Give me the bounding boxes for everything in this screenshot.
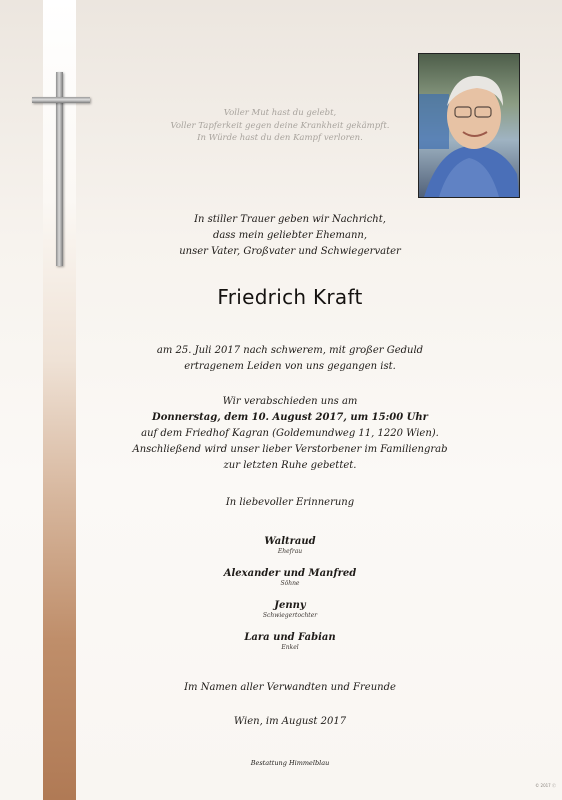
portrait-image xyxy=(419,54,519,197)
verse xyxy=(160,107,400,145)
funeral-line: Anschließend wird unser lieber Verstorbener im Familiengrab xyxy=(132,444,448,455)
mourner-relation: Enkel xyxy=(281,644,299,651)
intro-text xyxy=(120,212,460,260)
mourner-relation: Schwiegertochter xyxy=(262,612,318,619)
funeral-info xyxy=(120,394,460,474)
verse-line: Voller Mut hast du gelebt, xyxy=(223,108,337,118)
death-notice xyxy=(120,343,460,375)
death-line: ertragenem Leiden von uns gegangen ist. xyxy=(184,361,396,372)
closing-line: Im Namen aller Verwandten und Freunde xyxy=(184,682,396,693)
copyright-mark: © 2017 Ⓒ xyxy=(535,783,556,788)
mourner-name: Jenny xyxy=(274,600,306,611)
funeral-date: Donnerstag, dem 10. August 2017, um 15:00 Uhr xyxy=(152,412,428,423)
place-date: Wien, im August 2017 xyxy=(233,716,347,727)
mourner-entry xyxy=(120,536,460,556)
remembrance-heading: In liebevoller Erinnerung xyxy=(225,497,355,508)
mourner-entry xyxy=(120,568,460,588)
intro-line: dass mein geliebter Ehemann, xyxy=(212,230,368,241)
mourner-name: Alexander und Manfred xyxy=(223,568,357,579)
intro-line: unser Vater, Großvater und Schwiegervater xyxy=(179,246,401,257)
funeral-line: auf dem Friedhof Kagran (Goldemundweg 11, 1220 Wien). xyxy=(141,428,439,439)
mourner-relation: Ehefrau xyxy=(277,548,303,555)
deceased-name: Friedrich Kraft xyxy=(217,285,363,309)
mourner-name: Lara und Fabian xyxy=(244,632,336,643)
intro-line: In stiller Trauer geben wir Nachricht, xyxy=(194,214,386,225)
verse-line: In Würde hast du den Kampf verloren. xyxy=(197,133,363,143)
undertaker: Bestattung Himmelblau xyxy=(250,759,330,767)
mourner-entry xyxy=(120,600,460,620)
cross-icon-bar xyxy=(32,97,90,103)
verse-line: Voller Tapferkeit gegen deine Krankheit gekämpft. xyxy=(170,120,390,131)
funeral-line: Wir verabschieden uns am xyxy=(222,396,358,407)
mourner-name: Waltraud xyxy=(264,536,316,547)
death-line: am 25. Juli 2017 nach schwerem, mit großer Geduld xyxy=(156,345,424,356)
mourner-entry xyxy=(120,632,460,652)
mourner-relation: Söhne xyxy=(280,580,300,587)
funeral-line: zur letzten Ruhe gebettet. xyxy=(223,460,357,471)
portrait-photo xyxy=(418,53,520,198)
